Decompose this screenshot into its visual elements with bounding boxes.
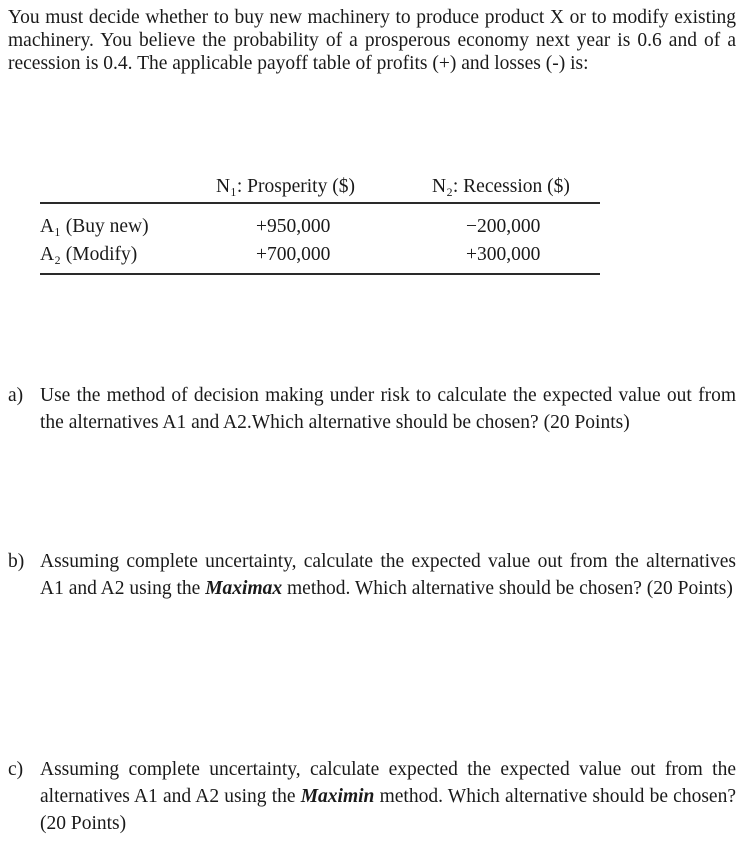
question-a-label: a) <box>8 385 24 406</box>
problem-statement: You must decide whether to buy new machinery to produce product X or to modify existing machinery. You believe the probability of a prosperous economy next year is 0.6 and of a recession is 0.4. The applicable payoff table of profits (+) and losses (-) is: <box>8 7 736 74</box>
question-c <box>8 756 736 837</box>
row-a2-prosperity: +700,000 <box>256 244 331 265</box>
row-a2-recession: +300,000 <box>466 244 541 265</box>
row-a2-label: A₂ (Modify) <box>40 244 138 265</box>
question-b-after: method. Which alternative should be chosen? (20 Points) <box>282 578 733 599</box>
question-c-after: method. Which alternative should be chosen? (20 Points) <box>40 786 736 834</box>
table-top-rule <box>40 202 600 204</box>
question-b-text <box>40 548 736 602</box>
question-c-before: Assuming complete uncertainty, calculate expected the expected value out from the alternatives A1 and A2 using the <box>40 759 736 807</box>
question-b <box>8 548 736 602</box>
table-bottom-rule <box>40 273 600 275</box>
payoff-table <box>40 168 600 278</box>
row-a1-prosperity: +950,000 <box>256 216 331 237</box>
question-c-label: c) <box>8 759 24 780</box>
question-b-label: b) <box>8 551 25 572</box>
header-prosperity: N₁: Prosperity ($) <box>216 176 355 197</box>
question-c-method: Maximin <box>300 786 375 807</box>
question-b-method: Maximax <box>205 578 283 599</box>
header-recession: N₂: Recession ($) <box>432 176 570 197</box>
row-a1-label: A₁ (Buy new) <box>40 216 149 237</box>
question-c-text <box>40 756 736 837</box>
question-b-before: Assuming complete uncertainty, calculate the expected value out from the alternatives A1 and A2 using the <box>40 551 736 599</box>
question-a-text: Use the method of decision making under risk to calculate the expected value out from the alternatives A1 and A2.Which alternative should be chosen? (20 Points) <box>40 385 736 433</box>
question-a <box>8 382 736 436</box>
row-a1-recession: −200,000 <box>466 216 541 237</box>
